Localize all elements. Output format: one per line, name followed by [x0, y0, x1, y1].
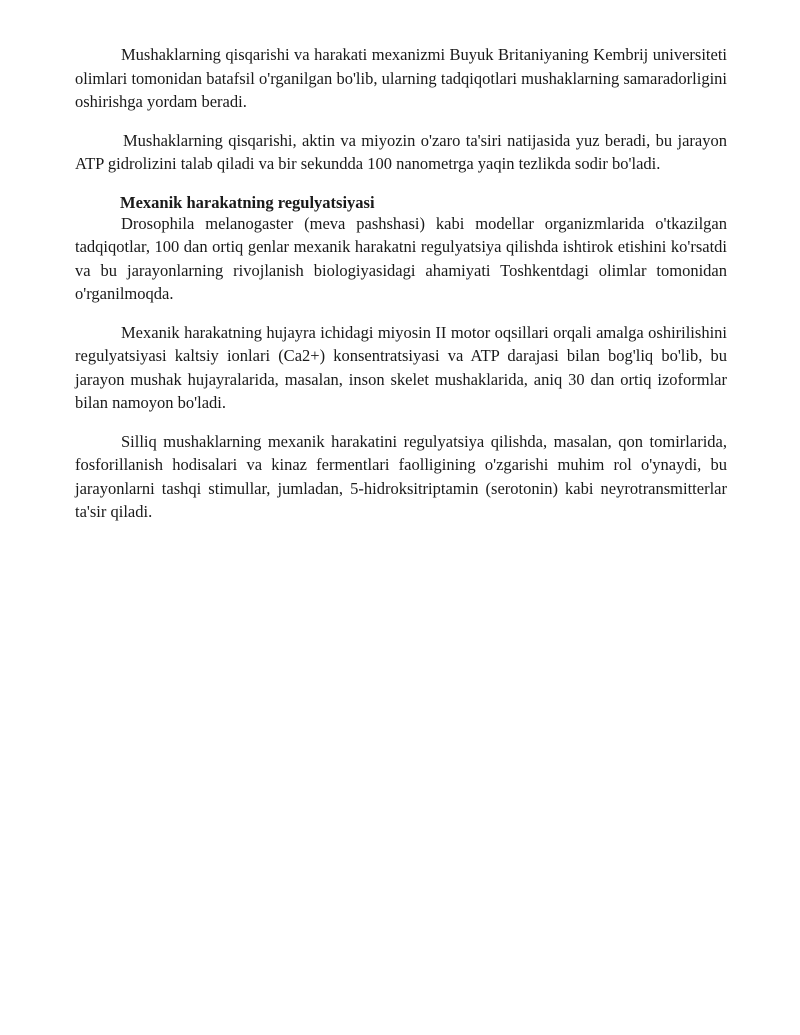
paragraph-smooth-muscle: Silliq mushaklarning mexanik harakatini regulyatsiya qilishda, masalan, qon tomirlarida, fosforillanish hodisalari va kinaz fermentlari faolligining o'zgarishi muhim rol o'ynaydi, bu jarayonlarni tashqi stimullar, jumladan, 5-hidroksitriptamin (serotonin) kabi neyrotransmitterlar ta'sir qiladi.: [75, 431, 727, 521]
paragraph-myosin-ii: Mexanik harakatning hujayra ichidagi miyosin II motor oqsillari orqali amalga oshirilishini regulyatsiyasi kaltsiy ionlari (Ca2+) konsentratsiyasi va ATP darajasi bilan bog'liq bo'lib, bu jarayon mushak hujayralarida, masalan, inson skelet mushaklarida, aniq 30 dan ortiq izoformlar bilan namoyon bo'ladi.: [75, 322, 727, 412]
paragraph-actin-myosin: Mushaklarning qisqarishi, aktin va miyozin o'zaro ta'siri natijasida yuz beradi, bu jarayon ATP gidrolizini talab qiladi va bir sekundda 100 nanometrga yaqin tezlikda sodir bo'ladi.: [75, 130, 727, 173]
document-body: [75, 43, 727, 524]
section-heading: Mexanik harakatning regulyatsiyasi: [120, 192, 375, 212]
paragraph-muscle-contraction-mechanism: Mushaklarning qisqarishi va harakati mexanizmi Buyuk Britaniyaning Kembrij universiteti olimlari tomonidan batafsil o'rganilgan bo'lib, ularning tadqiqotlari mushaklarning samaradorligini oshirishga yordam beradi.: [75, 45, 727, 111]
paragraph-drosophila: Drosophila melanogaster (meva pashshasi) kabi modellar organizmlarida o'tkazilgan tadqiqotlar, 100 dan ortiq genlar mexanik harakatni regulyatsiya qilishda ishtirok etishini ko'rsatdi va bu jarayonlarning rivojlanish biologiyasidagi ahamiyati Toshkentdagi olimlar tomonidan o'rganilmoqda.: [75, 213, 727, 303]
